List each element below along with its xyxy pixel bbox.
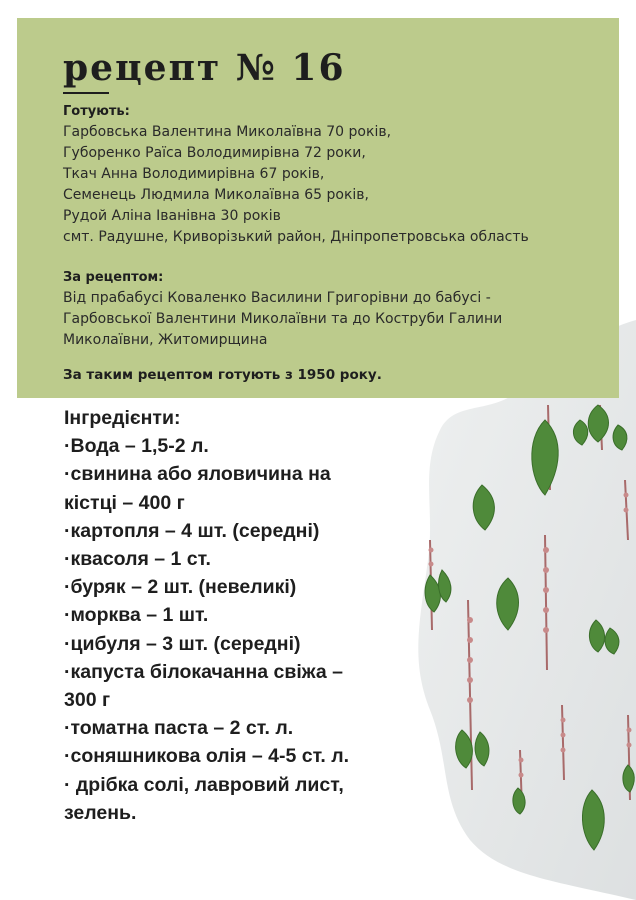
recipe-header <box>17 18 619 398</box>
ingredient-item: · дрібка солі, лавровий лист, <box>64 773 344 796</box>
ingredients-title: Інгредієнти: <box>64 407 181 429</box>
source-line: Гарбовської Валентини Миколаївни та до Коструби Галини <box>63 311 503 327</box>
ingredient-item: ·капуста білокачанна свіжа – <box>64 660 343 683</box>
ingredient-item: 300 г <box>64 689 111 712</box>
source-label: За рецептом: <box>63 270 164 285</box>
source-line: Миколаївни, Житомирщина <box>63 332 268 348</box>
ingredient-item: зелень. <box>64 801 137 824</box>
ingredient-item: ·томатна паста – 2 ст. л. <box>64 717 294 740</box>
location-line: смт. Радушне, Криворізький район, Дніпропетровська область <box>63 229 529 245</box>
cook-line: Семенець Людмила Миколаївна 65 років, <box>63 187 370 203</box>
cook-line: Губоренко Раїса Володимирівна 72 роки, <box>63 145 366 161</box>
source-line: Від прабабусі Коваленко Василини Григорівни до бабусі - <box>63 290 491 306</box>
cook-line: Ткач Анна Володимирівна 67 років, <box>63 166 325 182</box>
ingredient-item: ·буряк – 2 шт. (невеликі) <box>64 576 297 599</box>
ingredient-item: ·Вода – 1,5-2 л. <box>64 435 209 458</box>
ingredient-item: ·свинина або яловичина на <box>64 463 331 486</box>
cooks-label: Готують: <box>63 104 130 119</box>
page-title: рецепт № 16 <box>63 47 346 89</box>
ingredient-item: ·соняшникова олія – 4-5 ст. л. <box>64 745 350 768</box>
ingredient-item: ·морква – 1 шт. <box>64 604 209 627</box>
cook-line: Рудой Аліна Іванівна 30 років <box>63 208 281 224</box>
title-underline <box>63 92 109 94</box>
ingredient-item: кістці – 400 г <box>64 491 185 514</box>
ingredient-item: ·картопля – 4 шт. (середні) <box>64 519 320 542</box>
ingredient-item: ·цибуля – 3 шт. (середні) <box>64 632 301 655</box>
ingredient-item: ·квасоля – 1 ст. <box>64 548 211 571</box>
herbs-photo <box>400 320 636 900</box>
recipe-since: За таким рецептом готують з 1950 року. <box>63 367 382 383</box>
ingredients-list <box>64 404 394 827</box>
cook-line: Гарбовська Валентина Миколаївна 70 років, <box>63 124 392 140</box>
